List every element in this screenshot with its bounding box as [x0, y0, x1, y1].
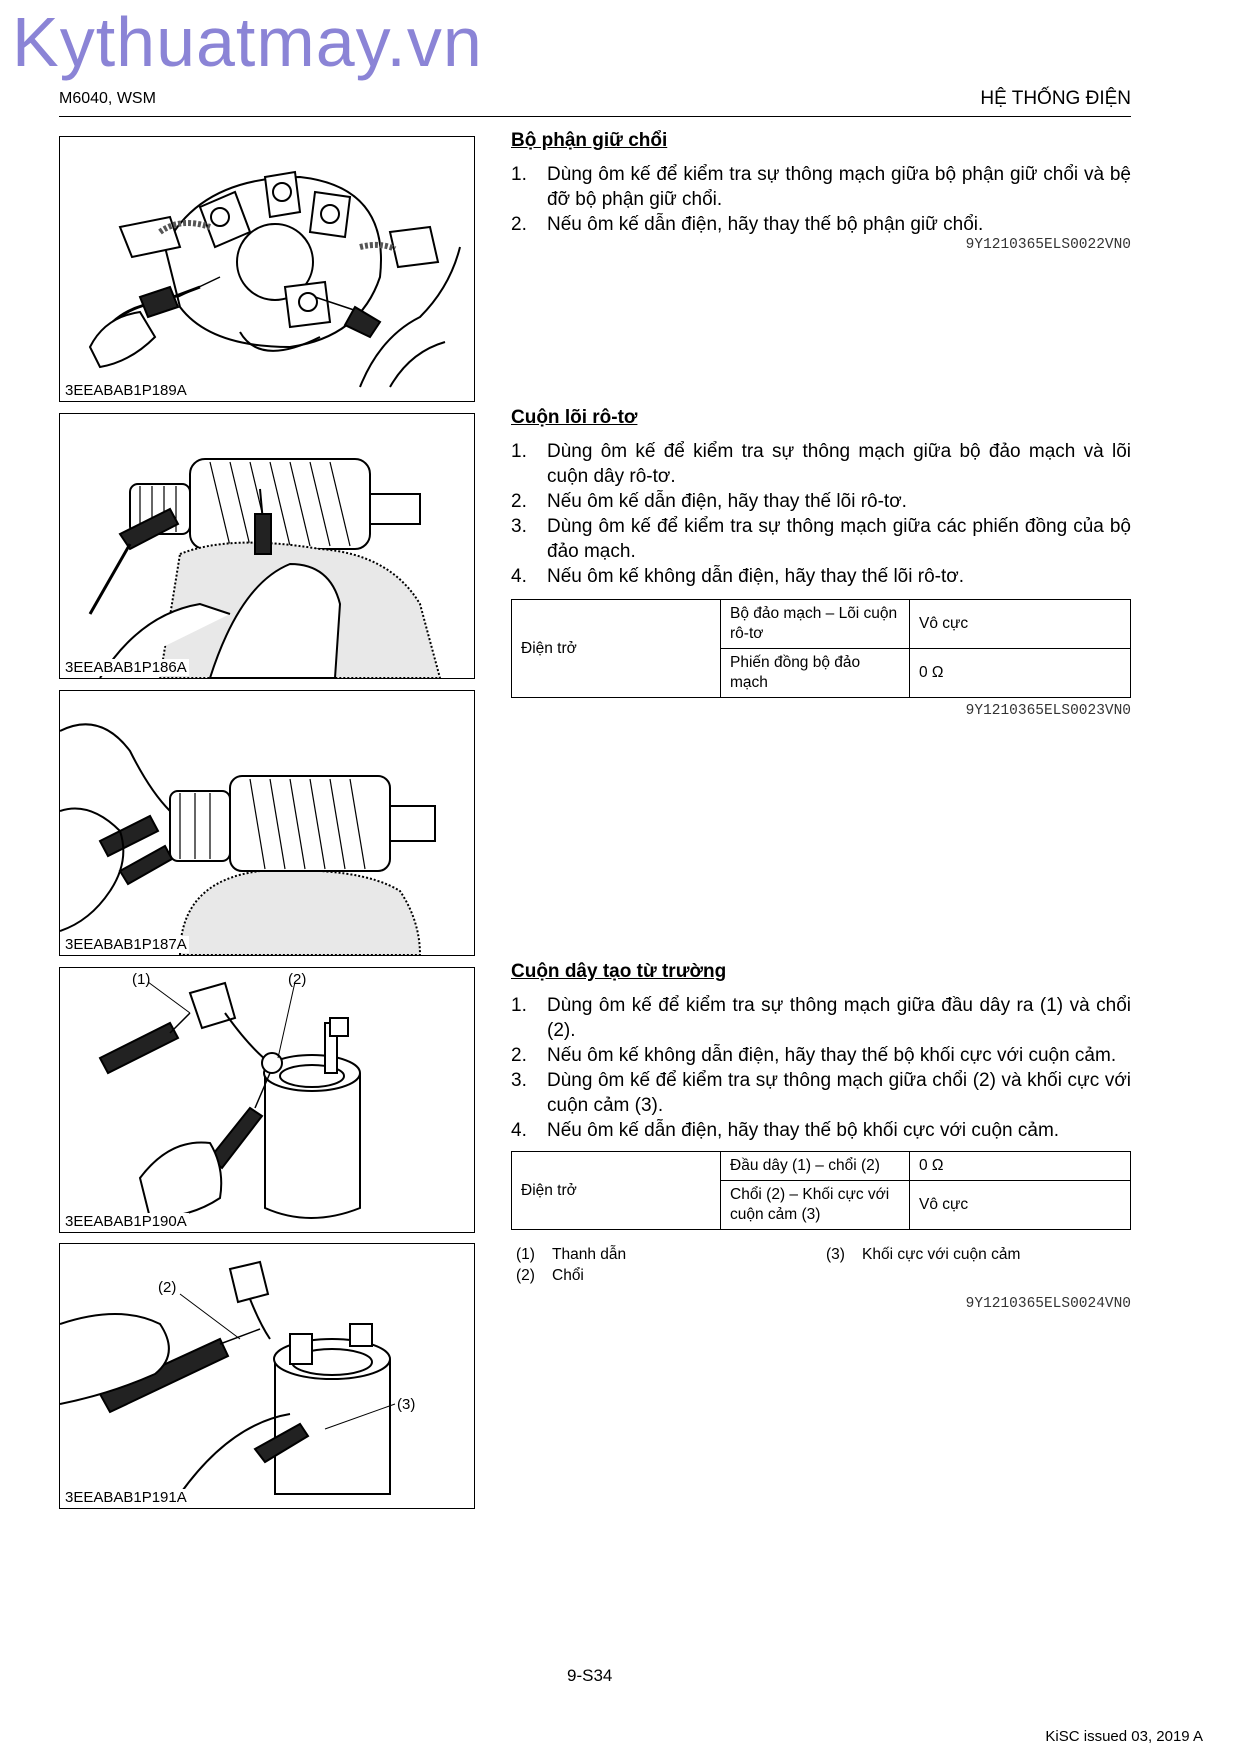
legend-item: (2) Chổi [516, 1267, 584, 1284]
figure-armature-core [59, 413, 475, 679]
section-title: Bộ phận giữ chổi [511, 130, 668, 151]
yoke-illustration [60, 1244, 474, 1508]
page-number: 9-S34 [567, 1666, 613, 1685]
step-list [511, 439, 1131, 589]
list-item: 2. Nếu ôm kế dẫn điện, hãy thay thế lõi rô-tơ. [511, 491, 907, 512]
list-item: 1. Dùng ôm kế để kiểm tra sự thông mạch giữa bộ phận giữ chổi và bệ đỡ bộ phận giữ chổi. [511, 164, 1131, 210]
table-condition: Bộ đảo mạch – Lõi cuộn rô-tơ [721, 600, 910, 649]
legend-item: (1) Thanh dẫn [516, 1246, 627, 1263]
list-item: 2. Nếu ôm kế không dẫn điện, hãy thay thế bộ khối cực với cuộn cảm. [511, 1045, 1117, 1066]
armature-core-illustration [60, 414, 474, 678]
legend-item: (3) Khối cực với cuộn cảm [826, 1246, 1021, 1263]
section-title: Cuộn dây tạo từ trường [511, 961, 727, 982]
legend [511, 1244, 1131, 1288]
reference-code: 9Y1210365ELS0024VN0 [965, 1296, 1131, 1312]
list-item: 2. Nếu ôm kế dẫn điện, hãy thay thế bộ phận giữ chổi. [511, 214, 984, 235]
figure-caption: 3EEABAB1P189A [65, 382, 187, 399]
figure-caption: 3EEABAB1P186A [65, 659, 187, 676]
figure-commutator-segments [59, 690, 475, 956]
callout-3: (3) [397, 1396, 416, 1413]
issue-note: KiSC issued 03, 2019 A [1045, 1728, 1203, 1745]
table-label: Điện trở [512, 600, 721, 698]
header-rule [59, 116, 1131, 117]
resistance-table [511, 599, 1131, 698]
list-item: 1. Dùng ôm kế để kiểm tra sự thông mạch giữa bộ đảo mạch và lõi cuộn dây rô-tơ. [511, 441, 1131, 487]
list-item: 1. Dùng ôm kế để kiểm tra sự thông mạch giữa đầu dây ra (1) và chổi (2). [511, 995, 1131, 1041]
table-value: 0 Ω [910, 1152, 1131, 1181]
table-condition: Chổi (2) – Khối cực với cuộn cảm (3) [721, 1181, 910, 1230]
section-armature-core [511, 407, 1131, 719]
list-item: 3. Dùng ôm kế để kiểm tra sự thông mạch giữa chổi (2) và khối cực với cuộn cảm (3). [511, 1070, 1131, 1116]
field-coil-illustration [60, 968, 474, 1232]
table-value: Vô cực [910, 1181, 1131, 1230]
header-chapter: HỆ THỐNG ĐIỆN [980, 88, 1131, 109]
commutator-illustration [60, 691, 474, 955]
figure-field-coil-yoke [59, 1243, 475, 1509]
table-value: 0 Ω [910, 649, 1131, 698]
list-item: 3. Dùng ôm kế để kiểm tra sự thông mạch giữa các phiến đồng của bộ đảo mạch. [511, 516, 1131, 562]
figure-field-coil-lead [59, 967, 475, 1233]
reference-code: 9Y1210365ELS0023VN0 [965, 703, 1131, 719]
figure-brush-holder [59, 136, 475, 402]
section-field-coil [511, 961, 1131, 1312]
table-value: Vô cực [910, 600, 1131, 649]
header-model: M6040, WSM [59, 90, 156, 107]
resistance-table [511, 1151, 1131, 1230]
step-list [511, 993, 1131, 1143]
brush-holder-illustration [60, 137, 474, 401]
figure-caption: 3EEABAB1P187A [65, 936, 187, 953]
callout-2: (2) [158, 1279, 177, 1296]
watermark: Kythuatmay.vn [12, 3, 483, 81]
table-condition: Phiến đồng bộ đảo mạch [721, 649, 910, 698]
callout-1: (1) [132, 971, 151, 988]
table-condition: Đầu dây (1) – chổi (2) [721, 1152, 910, 1181]
list-item: 4. Nếu ôm kế dẫn điện, hãy thay thế bộ khối cực với cuộn cảm. [511, 1120, 1060, 1141]
figure-caption: 3EEABAB1P190A [65, 1213, 187, 1230]
reference-code: 9Y1210365ELS0022VN0 [965, 237, 1131, 253]
table-label: Điện trở [512, 1152, 721, 1230]
figure-caption: 3EEABAB1P191A [65, 1489, 187, 1506]
section-brush-holder [511, 130, 1131, 253]
list-item: 4. Nếu ôm kế không dẫn điện, hãy thay thế lõi rô-tơ. [511, 566, 964, 587]
step-list [511, 162, 1131, 237]
callout-2: (2) [288, 971, 307, 988]
section-title: Cuộn lõi rô-tơ [511, 407, 638, 428]
